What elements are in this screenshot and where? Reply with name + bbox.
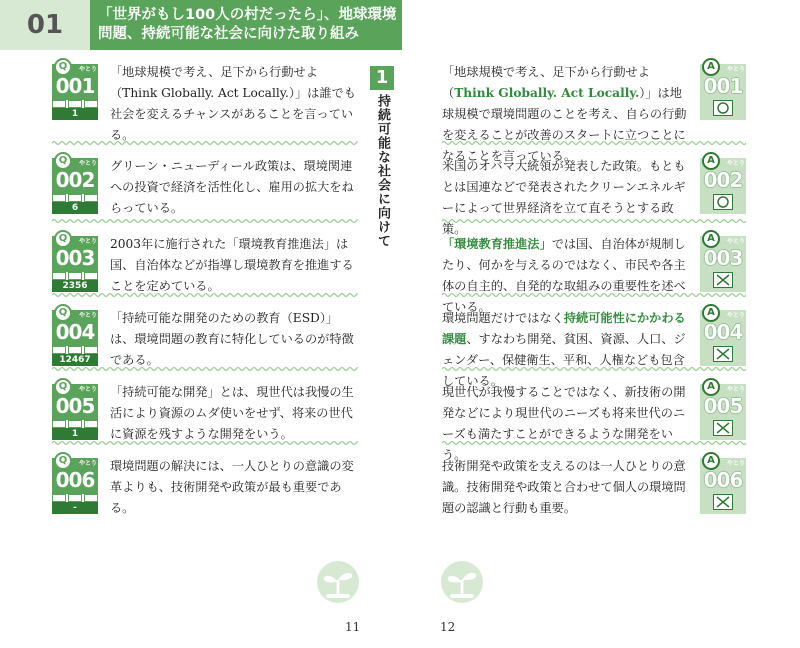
answer-tag: A <box>702 58 720 76</box>
question-text: 「持続可能な開発」とは、現世代は我慢の生活により資源のムダ使いをせず、将来の世代に資源を残すような開発をいう。 <box>110 385 354 441</box>
badge-small-label: やとり <box>726 160 745 167</box>
question-level: - <box>52 502 98 514</box>
question-level: 6 <box>52 202 98 214</box>
question-number: 002 <box>55 168 95 192</box>
badge-small-label: やとり <box>78 160 97 167</box>
answer-badge <box>700 152 746 214</box>
check-boxes[interactable] <box>52 100 98 108</box>
answer-tag: A <box>702 452 720 470</box>
question-tag: Q <box>54 152 72 170</box>
question-number: 004 <box>55 320 95 344</box>
wave-divider <box>442 140 746 146</box>
question-tag: Q <box>54 304 72 322</box>
answer-badge <box>700 378 746 440</box>
question-tag: Q <box>54 58 72 76</box>
wave-divider <box>442 218 746 224</box>
answer-text-post: ）」は地球規模で環境問題のことを考え、自らの行動を変えることが改善のスタートに立つことになることを言っている。 <box>442 86 687 163</box>
wave-divider <box>52 218 358 224</box>
badge-small-label: やとり <box>78 66 97 73</box>
question-tag: Q <box>54 230 72 248</box>
cross-mark-icon <box>713 494 733 510</box>
answer-badge <box>700 58 746 120</box>
question-level: 12467 <box>52 354 98 366</box>
answer-text <box>442 62 692 167</box>
sprout-icon <box>316 560 360 604</box>
answer-text-pre: 現世代が我慢することではなく、新技術の開発などにより現世代のニーズも将来世代のニーズも満たすことができるような開発をいう。 <box>442 385 686 462</box>
wave-divider <box>52 292 358 298</box>
badge-small-label: やとり <box>78 312 97 319</box>
badge-small-label: やとり <box>78 238 97 245</box>
answer-text-post: 、すなわち開発、貧困、資源、人口、ジェンダー、保健衛生、平和、人権なども包含している。 <box>442 332 686 388</box>
answer-text-post: では国、自治体が規制したり、何かを与えるのではなく、市民や各主体の自主的、自発的な取組みの重要性を述べている。 <box>442 237 686 314</box>
question-badge <box>52 378 98 440</box>
wave-divider <box>442 440 746 446</box>
answer-text-pre: 米国のオバマ大統領が発表した政策。もともとは国連などで発表されたクリーンエネルギーによって世界経済を立て直そうとする政策。 <box>442 159 686 236</box>
answer-tag: A <box>702 152 720 170</box>
question-number: 005 <box>55 394 95 418</box>
question-text: グリーン・ニューディール政策は、環境関連への投資で経済を活性化し、雇用の拡大をねらっている。 <box>110 159 354 215</box>
question-badge <box>52 230 98 292</box>
question-level: 1 <box>52 428 98 440</box>
answer-badge <box>700 452 746 514</box>
answer-number: 002 <box>703 168 743 192</box>
cross-mark-icon <box>713 346 733 362</box>
question-text: 環境問題の解決には、一人ひとりの意識の変革よりも、技術開発や政策が最も重要である。 <box>110 459 354 515</box>
answer-text <box>442 382 692 466</box>
wave-divider <box>442 292 746 298</box>
badge-small-label: やとり <box>78 460 97 467</box>
page-number-left: 11 <box>345 620 361 634</box>
answer-highlight: Think Globally. Act Locally. <box>454 86 640 100</box>
question-level: 1 <box>52 108 98 120</box>
cross-mark-icon <box>713 420 733 436</box>
check-boxes[interactable] <box>52 420 98 428</box>
circle-mark-icon <box>713 194 733 210</box>
badge-small-label: やとり <box>726 238 745 245</box>
section-number: 01 <box>0 0 90 50</box>
cross-mark-icon <box>713 272 733 288</box>
section-title: 「世界がもし100人の村だったら」、地球環境問題、持続可能な社会に向けた取り組み <box>90 0 402 50</box>
question-badge <box>52 452 98 514</box>
answer-tag: A <box>702 378 720 396</box>
answer-text <box>442 156 692 240</box>
answer-number: 003 <box>703 246 743 270</box>
answer-text-pre: 技術開発や政策を支えるのは一人ひとりの意識。技術開発や政策と合わせて個人の環境問題の認識と行動も重要。 <box>442 459 686 515</box>
badge-small-label: やとり <box>726 386 745 393</box>
answer-number: 005 <box>703 394 743 418</box>
wave-divider <box>52 366 358 372</box>
sprout-icon <box>440 560 484 604</box>
badge-small-label: やとり <box>726 66 745 73</box>
question-badge <box>52 304 98 366</box>
question-text: 2003年に施行された「環境教育推進法」は国、自治体などが指導し環境教育を推進することを定めている。 <box>110 237 354 293</box>
answer-tag: A <box>702 304 720 322</box>
question-number: 003 <box>55 246 95 270</box>
question-text: 「地球規模で考え、足下から行動せよ（Think Globally. Act Locally.）」は誰でも社会を変えるチャンスがあることを言っている。 <box>110 65 356 142</box>
badge-small-label: やとり <box>726 312 745 319</box>
question-text: 「持続可能な開発のための教育（ESD）」は、環境問題の教育に特化しているのが特徴である。 <box>110 311 354 367</box>
question-level: 2356 <box>52 280 98 292</box>
answer-number: 001 <box>703 74 743 98</box>
check-boxes[interactable] <box>52 194 98 202</box>
badge-small-label: やとり <box>78 386 97 393</box>
answer-text-pre: 「地球規模で考え、足下から行動せよ（ <box>442 65 650 100</box>
question-number: 001 <box>55 74 95 98</box>
question-tag: Q <box>54 452 72 470</box>
circle-mark-icon <box>713 100 733 116</box>
answer-text <box>442 308 692 392</box>
answer-badge <box>700 230 746 292</box>
badge-small-label: やとり <box>726 460 745 467</box>
answer-highlight: 「環境教育推進法」 <box>442 237 552 251</box>
check-boxes[interactable] <box>52 494 98 502</box>
question-badge <box>52 58 98 120</box>
chapter-title: 持続可能な社会に向けて <box>375 94 390 248</box>
page-number-right: 12 <box>440 620 456 634</box>
wave-divider <box>52 140 358 146</box>
answer-text <box>442 456 692 519</box>
chapter-number: 1 <box>370 66 394 90</box>
chapter-title-block <box>370 66 394 248</box>
question-number: 006 <box>55 468 95 492</box>
answer-tag: A <box>702 230 720 248</box>
answer-number: 006 <box>703 468 743 492</box>
answer-text <box>442 234 692 318</box>
answer-number: 004 <box>703 320 743 344</box>
question-tag: Q <box>54 378 72 396</box>
check-boxes[interactable] <box>52 346 98 354</box>
answer-text-pre: 環境問題だけではなく <box>442 311 564 325</box>
question-badge <box>52 152 98 214</box>
answer-highlight: 持続可能性にかかわる課題 <box>442 311 686 346</box>
wave-divider <box>442 366 746 372</box>
wave-divider <box>52 440 358 446</box>
check-boxes[interactable] <box>52 272 98 280</box>
answer-badge <box>700 304 746 366</box>
